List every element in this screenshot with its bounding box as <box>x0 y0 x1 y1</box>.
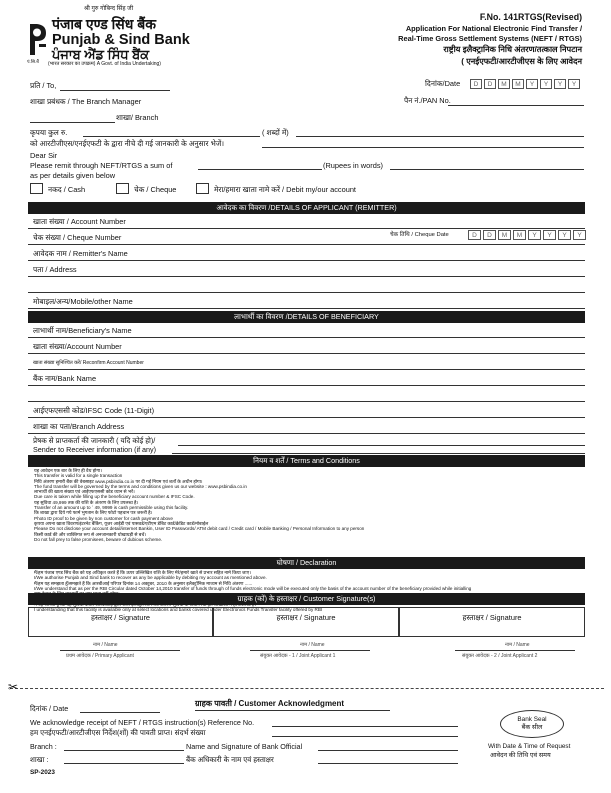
bank-name-english: Punjab & Sind Bank <box>52 32 190 48</box>
ifsc-field[interactable] <box>28 404 585 418</box>
date-box[interactable]: D <box>484 79 496 89</box>
remitter-section-header: आवेदक का विवरण /DETAILS OF APPLICANT (REMITTER) <box>28 202 585 214</box>
declaration-section-header: घोषणा / Declaration <box>28 557 585 569</box>
request-english-2: as per details given below <box>30 171 116 180</box>
form-title-hindi-1: राष्ट्रीय इलैक्ट्रानिक निधि अंतरण/तत्काल निपटान <box>443 45 582 54</box>
date-box[interactable]: M <box>512 79 524 89</box>
text-line: कृपया अपना खाता विवरण/इंटरनेट बैंकिंग, यूजर आईडी एवं पासवर्ड/एटीएम डेबिट कार्ड/क्रेडिट कार्ड/मोबाईल <box>34 520 209 526</box>
amount-field[interactable] <box>198 169 322 170</box>
date-box[interactable]: D <box>468 230 481 240</box>
cheque-date-label: चेक तिथि / Cheque Date <box>390 232 449 238</box>
cheque-checkbox[interactable] <box>116 183 129 194</box>
cut-line <box>10 688 604 689</box>
text-line: यह आवेदन एक बार के लिए ही वैध होगा। <box>34 468 102 473</box>
name-label: नाम / Name <box>505 642 530 648</box>
beneficiary-section-header: लाभार्थी का विवरण /DETAILS OF BENEFICIARY <box>28 311 585 323</box>
seal-datetime-hi: आवेदन की तिथि एवं समय <box>490 752 551 759</box>
sender-info-label-hi: प्रेषक से प्राप्तकर्ता की जानकारी ( यदि कोई हो)/ <box>33 436 156 445</box>
sender-info-label: Sender to Receiver information (if any) <box>33 445 157 454</box>
field-label: शाखा का पता/Branch Address <box>33 422 125 431</box>
ack-date-field[interactable] <box>80 712 160 713</box>
text-line: यह सुविधा 49,999 तक की राशि के अंतरण के लिए उपलब्ध है। <box>34 499 139 505</box>
field-label: मोबाइल/अन्य/Mobile/other Name <box>33 297 133 306</box>
to-label: प्रति / To, <box>30 81 57 90</box>
text-line: This transfer is valid for a single transaction <box>34 473 123 479</box>
text-line: Transfer of an amount up to ` 49, 9999 is cash permissible using this facility. <box>34 505 189 511</box>
motto: श्री गुरु गोबिन्द सिंह जी <box>84 6 134 12</box>
applicant-label: संयुक्त आवेदक - 1 / Joint Applicant 1 <box>260 653 336 659</box>
sender-info-field[interactable] <box>178 445 585 446</box>
date-box[interactable]: M <box>498 79 510 89</box>
field-label: खाता संख्या सुनिश्चित करें/ Reconfirm Account Number <box>33 360 144 366</box>
form-number: F.No. 141RTGS(Revised) <box>479 12 582 22</box>
field-label: पता / Address <box>33 265 77 274</box>
debit-account-checkbox[interactable] <box>196 183 209 194</box>
text-line: Do not fall prey to false promisees, beware of dubious scheme. <box>34 536 163 542</box>
cash-checkbox[interactable] <box>30 183 43 194</box>
ack-date-label: दिनांक / Date <box>30 704 69 713</box>
request-hindi-2: को आरटीजीएस/एनईएफटी के द्वारा नीचे दी गई जानकारी के अनुसार भेजें। <box>30 139 225 148</box>
name-label: नाम / Name <box>300 642 325 648</box>
terms-list <box>34 468 582 542</box>
text-line: I/We understand that as per the RBI Circular dated October 14,2010 transfer of funds through of funds electronic mode will be executed only the basis of the account number of the beneficiary provided while initialling <box>34 585 472 591</box>
ack-branch-label-hi: शाखा : <box>30 755 49 764</box>
request-hindi-1: कृपया कुल रु. <box>30 128 68 137</box>
bank-name-field[interactable] <box>28 372 585 386</box>
date-box[interactable]: Y <box>558 230 571 240</box>
address-field[interactable] <box>28 263 585 277</box>
request-words: (Rupees in words) <box>323 161 383 170</box>
remitter-name-field[interactable] <box>28 247 585 261</box>
applicant-label: संयुक्त आवेदक - 2 / Joint Applicant 2 <box>462 653 538 659</box>
signature-label: हस्ताक्षर / Signature <box>90 613 151 622</box>
text-line: Photo ID proof to be given by non customer for cash payment above <box>34 515 173 521</box>
field-label: चेक संख्या / Cheque Number <box>33 233 122 242</box>
field-label: बैंक नाम/Bank Name <box>33 374 97 383</box>
text-line: Please Do not disclose your account detail/internet Bankin, User ID Passwords/ ATM debit card / Credit card / Mobile Banking / Personal Information to any person <box>34 526 365 532</box>
field-label: लाभार्थी नाम/Beneficiary's Name <box>33 326 132 335</box>
form-title-line2: Real-Time Gross Settlement Systems (NEFT / RTGS) <box>398 34 582 43</box>
bank-tagline: (भारत सरकार का उपक्रम) A Govt. of India Undertaking) <box>48 61 161 67</box>
remitter-account-field[interactable] <box>28 215 585 229</box>
field-label: खाता संख्या/Account Number <box>33 342 122 351</box>
primary-signature-box[interactable] <box>28 607 213 637</box>
branch-address-field[interactable] <box>28 420 585 434</box>
bank-name-hindi: पंजाब एण्ड सिंध बैंक <box>52 16 156 32</box>
date-box[interactable]: Y <box>554 79 566 89</box>
ack-line-en: We acknowledge receipt of NEFT / RTGS instruction(s) Reference No. <box>30 718 255 727</box>
form-code: SP-2023 <box>30 769 55 776</box>
beneficiary-name-field[interactable] <box>28 324 585 338</box>
branch-field[interactable] <box>30 122 115 123</box>
form-title-line1: Application For National Electronic Find Transfer / <box>405 24 582 33</box>
joint2-signature-box[interactable] <box>399 607 585 637</box>
text-line: Due care is taken while filling up the beneficiary account number & IFSC Code. <box>34 494 195 500</box>
pan-field[interactable] <box>448 105 584 106</box>
branch-label: शाखा/ Branch <box>116 113 159 122</box>
text-line: लाभार्थी की खाता संख्या एवं आईएफएससी कोड ध्यान से भरें। <box>34 489 135 495</box>
dear-sir: Dear Sir <box>30 151 58 160</box>
date-box[interactable]: D <box>470 79 482 89</box>
ack-official-field[interactable] <box>318 750 458 751</box>
bank-logo-icon <box>27 22 49 58</box>
text-line: किसी कार्ड की और व्यक्तिगत रूप से अनजानकारी धोखाधड़ी से बचें। <box>34 531 147 537</box>
text-line: मैं/हम पंजाब एण्ड सिंध बैंक को यह अधिकृत करते हैं कि ऊपर उल्लिखित राशि के लिए मेरे/हमारे खाते से प्रभार सहित नामे किया जाए। <box>34 570 251 575</box>
date-box[interactable]: Y <box>526 79 538 89</box>
cheque-label: चेक / Cheque <box>134 185 177 194</box>
scissors-icon: ✂ <box>8 680 19 694</box>
signature-label: हस्ताक्षर / Signature <box>276 613 336 622</box>
date-box[interactable]: M <box>498 230 511 240</box>
signature-label: हस्ताक्षर / Signature <box>462 613 522 622</box>
amount-words-field-hi[interactable] <box>296 136 584 137</box>
logo-abbr: पं.सि.बैं <box>27 59 39 64</box>
amount-words-field[interactable] <box>390 169 584 170</box>
debit-account-label: मेरा/हमारा खाता नामे करें / Debit my/our account <box>214 185 356 194</box>
text-line: I understanding that this facility is available only at select locations and banks covered under Electronics Funds Transfer facility offered by RBI <box>34 607 323 613</box>
request-words-hi: ( शब्दों में) <box>262 128 289 137</box>
ack-reference-field[interactable] <box>272 726 458 727</box>
bank-name-field-2[interactable] <box>28 388 585 402</box>
ack-branch-label: Branch : <box>30 742 57 751</box>
text-line: कि शाखा द्वारा दिये गये फार्म भुगतान के लिए फोटो पहचान पत्र जरूरी है। <box>34 510 153 516</box>
beneficiary-account-field[interactable] <box>28 340 585 354</box>
date-box[interactable]: Y <box>568 79 580 89</box>
amount-field-hi[interactable] <box>83 136 260 137</box>
date-box[interactable]: D <box>483 230 496 240</box>
request-english: Please remit through NEFT/RTGS a sum of <box>30 161 173 170</box>
applicant-label: प्रथम आवेदक / Primary Applicant <box>66 653 134 659</box>
date-box[interactable]: Y <box>528 230 541 240</box>
bank-seal-oval <box>500 710 564 738</box>
joint1-signature-box[interactable] <box>213 607 399 637</box>
date-box[interactable]: M <box>513 230 526 240</box>
text-line: I/We authorise Punjab and Sind bank to recover as any be applicable by debiting my account as mentioned above. <box>34 575 267 581</box>
ack-branch-field[interactable] <box>64 750 184 751</box>
terms-section-header: नियम व शर्तें / Terms and Conditions <box>28 455 585 467</box>
address-field-2[interactable] <box>28 279 585 293</box>
pan-label: पैन नं./PAN No. <box>404 96 451 105</box>
date-box[interactable]: Y <box>540 79 552 89</box>
seal-datetime-en: With Date & Time of Request <box>488 743 571 750</box>
date-label: दिनांक/Date <box>425 79 461 88</box>
field-label: आईएफएससी कोड/IFSC Code (11-Digit) <box>33 406 155 415</box>
ack-line-hi: हम एनईएफटी/आरटीजीएस निर्देश(शों) की पावती प्राप्त। संदर्भ संख्या <box>30 728 206 737</box>
field-label: खाता संख्या / Account Number <box>33 217 126 226</box>
ack-official-label-hi: बैंक अधिकारी के नाम एवं हस्ताक्षर <box>186 755 274 764</box>
reconfirm-account-field[interactable] <box>28 356 585 370</box>
name-label: नाम / Name <box>93 642 118 648</box>
ack-title: ग्राहक पावती / Customer Acknowledgment <box>195 699 345 708</box>
seal-line2: बैंक सील <box>521 724 543 732</box>
field-label: आवेदक नाम / Remitter's Name <box>33 249 128 258</box>
date-box[interactable]: Y <box>543 230 556 240</box>
text-line: निधि अंतरण हमारी बैंक की वेबसाइट www.psbindia.co.in पर दी गई नियम एवं शर्तों के अधीन होगा। <box>34 478 203 484</box>
form-title-hindi-2: ( एनईएफटी/आरटीजीएस के लिए आवेदन <box>461 57 582 66</box>
text-line: मैं/हम यह समझता हूँ/समझते हैं कि आरबीआई परिपत्र दिनांक 14 अक्टूबर, 2010 के अनुसार इलैक्ट्रॉनिक माध्यम से निधि अंतरण ...... <box>34 580 253 586</box>
date-box[interactable]: Y <box>573 230 586 240</box>
cash-label: नकद / Cash <box>48 185 86 194</box>
text-line: The fund transfer will be governed by the terms and conditions given us our website : www.psbindia.co.in <box>34 483 247 489</box>
ack-official-label: Name and Signature of Bank Official <box>186 742 303 751</box>
branch-manager-label: शाखा प्रबंधक / The Branch Manager <box>30 97 142 106</box>
seal-line1: Bank Seal <box>517 716 547 723</box>
mobile-field[interactable] <box>28 295 585 309</box>
bank-name-punjabi: ਪੰਜਾਬ ਐਂਡ ਸਿੰਧ ਬੈਂਕ <box>52 47 150 62</box>
signature-section-header: ग्राहक (कों) के हस्ताक्षर / Customer Signature(s) <box>28 593 585 605</box>
